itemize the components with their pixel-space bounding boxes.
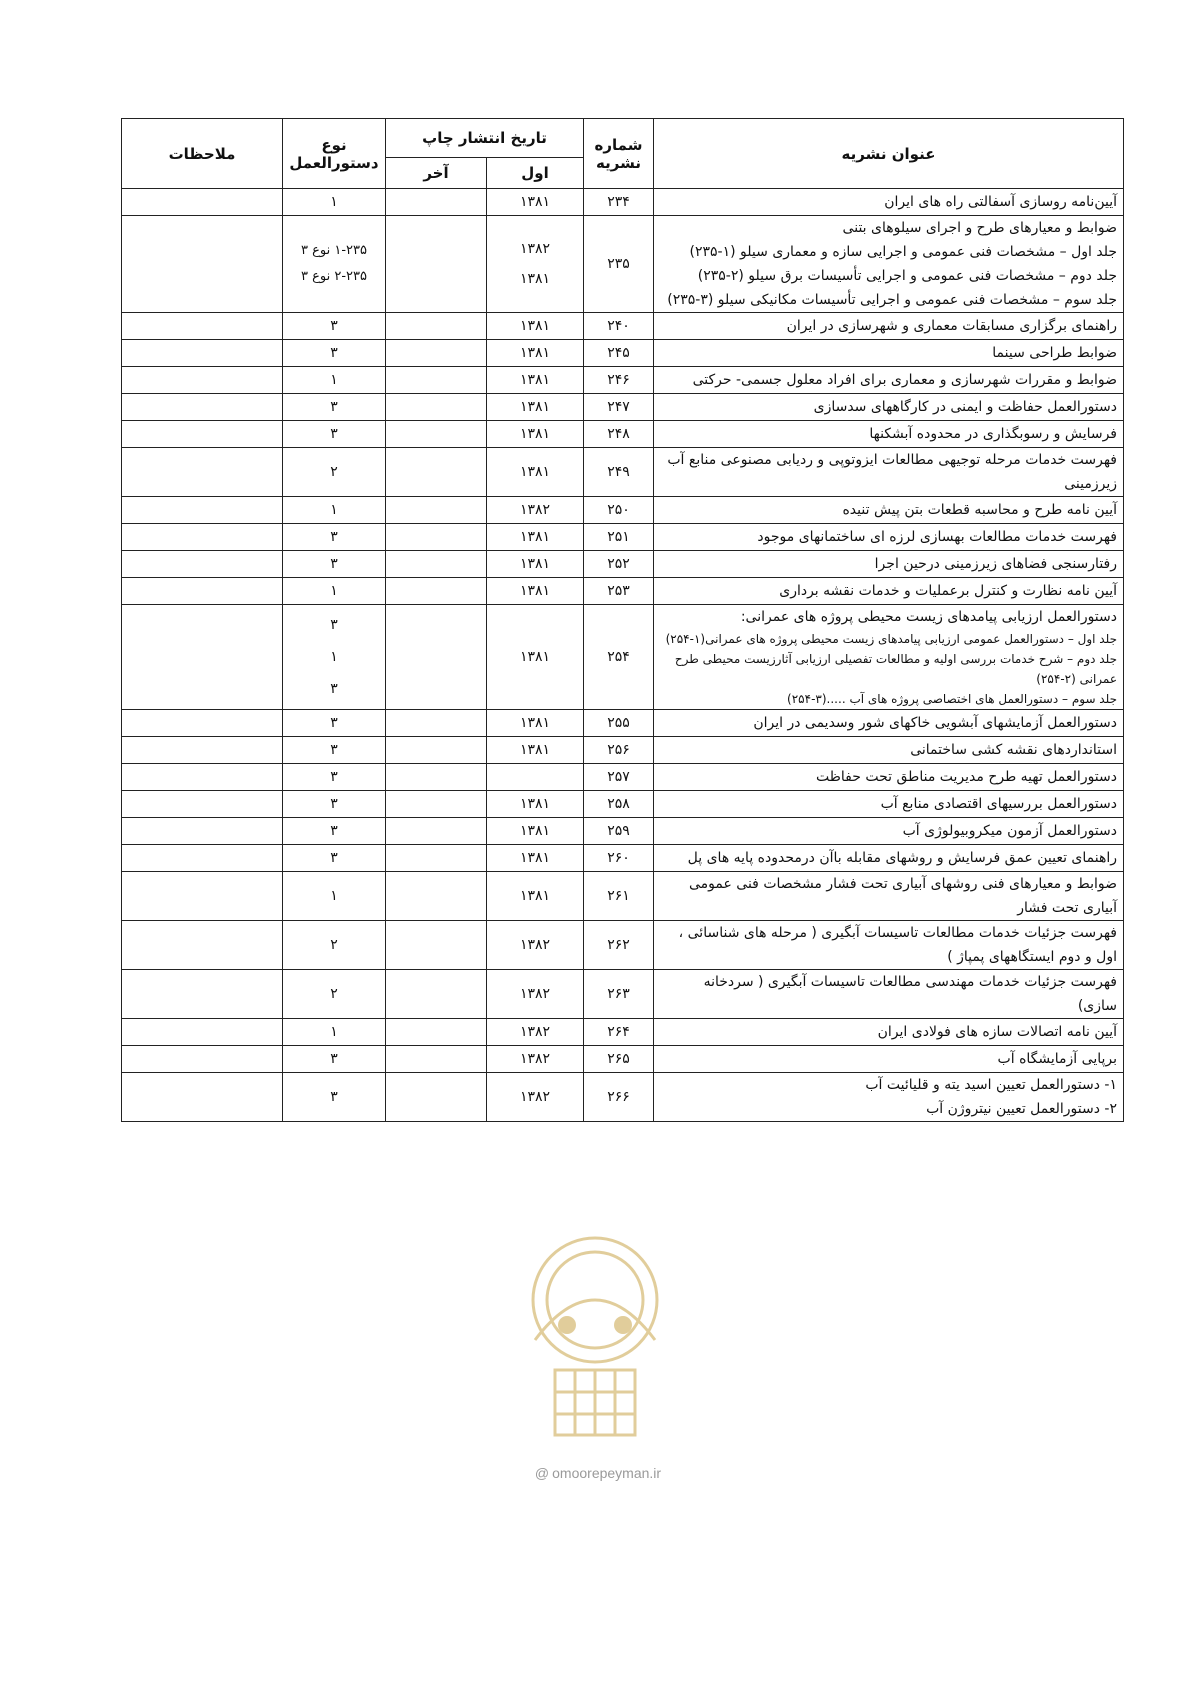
cell-last-print <box>385 394 486 421</box>
cell-first-print <box>487 605 584 710</box>
cell-notes <box>121 605 282 710</box>
table-body <box>121 189 1123 1122</box>
cell-type <box>282 421 385 448</box>
title-line: فهرست خدمات مطالعات بهسازی لرزه ای ساختمانهای موجود <box>757 529 1117 545</box>
cell-title <box>654 448 1124 497</box>
cell-number: ۲۶۰ <box>584 845 654 872</box>
type-value: ۳ <box>330 556 338 572</box>
cell-notes <box>121 367 282 394</box>
cell-title <box>654 737 1124 764</box>
cell-last-print <box>385 340 486 367</box>
cell-last-print <box>385 421 486 448</box>
cell-number: ۲۳۵ <box>584 216 654 313</box>
cell-title <box>654 394 1124 421</box>
cell-number: ۲۵۴ <box>584 605 654 710</box>
table-row <box>121 791 1123 818</box>
cell-type <box>282 340 385 367</box>
cell-notes <box>121 421 282 448</box>
cell-first-print <box>487 791 584 818</box>
cell-title <box>654 605 1124 710</box>
table-row <box>121 764 1123 791</box>
cell-type <box>282 448 385 497</box>
cell-first-print <box>487 216 584 313</box>
title-line: جلد دوم – مشخصات فنی عمومی و اجرایی تأسیسات برق سیلو (۲-۲۳۵) <box>697 268 1117 284</box>
header-date-group: تاریخ انتشار چاپ <box>385 119 583 158</box>
title-line: جلد اول – دستورالعمل عمومی ارزیابی پیامدهای زیست محیطی پروژه های عمرانی(۱-۲۵۴) <box>665 632 1117 646</box>
first-print-year: ۱۳۸۲ <box>519 241 551 257</box>
type-value: ۲ <box>330 464 338 480</box>
title-line: آیین‌نامه روسازی آسفالتی راه های ایران <box>884 194 1117 210</box>
title-line: ۲- دستورالعمل تعیین نیتروژن آب <box>926 1101 1117 1117</box>
title-line: جلد سوم – دستورالعمل های اختصاصی پروژه های آب .....(۳-۲۵۴) <box>787 692 1117 706</box>
cell-number: ۲۴۷ <box>584 394 654 421</box>
title-line: دستورالعمل حفاظت و ایمنی در کارگاههای سدسازی <box>813 399 1117 415</box>
cell-last-print <box>385 524 486 551</box>
table-row <box>121 497 1123 524</box>
cell-number: ۲۵۸ <box>584 791 654 818</box>
cell-title <box>654 845 1124 872</box>
first-print-year: ۱۳۸۲ <box>519 986 551 1002</box>
header-type <box>282 119 385 189</box>
cell-first-print <box>487 448 584 497</box>
publications-sheet <box>122 118 1124 1122</box>
title-line: فرسایش و رسوبگذاری در محدوده آبشکنها <box>869 426 1117 442</box>
cell-notes <box>121 340 282 367</box>
cell-notes <box>121 216 282 313</box>
cell-type <box>282 818 385 845</box>
cell-title <box>654 921 1124 970</box>
cell-number: ۲۶۳ <box>584 970 654 1019</box>
cell-notes <box>121 921 282 970</box>
table-row <box>121 970 1123 1019</box>
cell-number: ۲۴۹ <box>584 448 654 497</box>
type-value: ۳ <box>330 681 338 697</box>
cell-number: ۲۴۵ <box>584 340 654 367</box>
cell-first-print <box>487 1073 584 1122</box>
first-print-year: ۱۳۸۲ <box>519 1089 551 1105</box>
first-print-year: ۱۳۸۱ <box>519 742 551 758</box>
first-print-year: ۱۳۸۱ <box>519 271 551 287</box>
header-type-line2: دستورالعمل <box>289 153 379 172</box>
cell-notes <box>121 764 282 791</box>
table-row <box>121 578 1123 605</box>
cell-notes <box>121 737 282 764</box>
header-last-print: آخر <box>385 158 486 189</box>
cell-type <box>282 710 385 737</box>
cell-first-print <box>487 421 584 448</box>
cell-number: ۲۴۶ <box>584 367 654 394</box>
table-row <box>121 421 1123 448</box>
title-line: آیین نامه نظارت و کنترل برعملیات و خدمات نقشه برداری <box>779 583 1117 599</box>
table-row <box>121 524 1123 551</box>
first-print-year: ۱۳۸۱ <box>519 583 551 599</box>
table-row <box>121 1073 1123 1122</box>
header-notes: ملاحظات <box>121 119 282 189</box>
cell-title <box>654 970 1124 1019</box>
cell-title <box>654 872 1124 921</box>
cell-last-print <box>385 578 486 605</box>
cell-type <box>282 737 385 764</box>
header-number-line2: نشریه <box>596 153 641 172</box>
cell-number: ۲۵۶ <box>584 737 654 764</box>
cell-first-print <box>487 1019 584 1046</box>
cell-first-print <box>487 737 584 764</box>
first-print-year: ۱۳۸۱ <box>519 888 551 904</box>
cell-notes <box>121 818 282 845</box>
watermark-website: @ omoorepeyman.ir <box>534 1465 662 1481</box>
cell-type <box>282 921 385 970</box>
cell-number: ۲۵۲ <box>584 551 654 578</box>
cell-number: ۲۴۰ <box>584 313 654 340</box>
table-row <box>121 216 1123 313</box>
title-line: جلد اول – مشخصات فنی عمومی و اجرایی سازه و معماری سیلو (۱-۲۳۵) <box>689 244 1117 260</box>
cell-notes <box>121 970 282 1019</box>
type-value: ۲-۲۳۵ نوع ۳ <box>301 269 367 284</box>
cell-type <box>282 524 385 551</box>
cell-number: ۲۶۵ <box>584 1046 654 1073</box>
cell-notes <box>121 1073 282 1122</box>
type-value: ۳ <box>330 850 338 866</box>
cell-last-print <box>385 872 486 921</box>
cell-title <box>654 313 1124 340</box>
cell-title <box>654 524 1124 551</box>
title-line: راهنمای برگزاری مسابقات معماری و شهرسازی در ایران <box>786 318 1117 334</box>
cell-last-print <box>385 367 486 394</box>
cell-number: ۲۵۳ <box>584 578 654 605</box>
table-row <box>121 1046 1123 1073</box>
cell-number: ۲۶۴ <box>584 1019 654 1046</box>
type-value: ۳ <box>330 769 338 785</box>
table-row <box>121 921 1123 970</box>
cell-first-print <box>487 764 584 791</box>
cell-first-print <box>487 710 584 737</box>
table-row <box>121 394 1123 421</box>
cell-last-print <box>385 313 486 340</box>
publications-table <box>121 118 1124 1122</box>
table-row <box>121 872 1123 921</box>
title-line: استانداردهای نقشه کشی ساختمانی <box>910 742 1117 758</box>
title-line: ۱- دستورالعمل تعیین اسید یته و قلیائیت آب <box>865 1077 1117 1093</box>
cell-notes <box>121 710 282 737</box>
cell-number: ۲۳۴ <box>584 189 654 216</box>
cell-first-print <box>487 818 584 845</box>
type-value: ۲ <box>330 937 338 953</box>
title-line: برپایی آزمایشگاه آب <box>997 1051 1117 1067</box>
title-line: رفتارسنجی فضاهای زیرزمینی درحین اجرا <box>874 556 1117 572</box>
first-print-year: ۱۳۸۱ <box>519 850 551 866</box>
type-value: ۳ <box>330 1089 338 1105</box>
cell-title <box>654 421 1124 448</box>
watermark-logo <box>505 1220 685 1450</box>
type-value: ۳ <box>330 426 338 442</box>
cell-last-print <box>385 1046 486 1073</box>
title-line: آیین نامه طرح و محاسبه قطعات بتن پیش تنیده <box>842 502 1117 518</box>
cell-notes <box>121 578 282 605</box>
first-print-year: ۱۳۸۱ <box>519 194 551 210</box>
table-row <box>121 605 1123 710</box>
cell-number: ۲۶۱ <box>584 872 654 921</box>
cell-last-print <box>385 1019 486 1046</box>
cell-title <box>654 1046 1124 1073</box>
cell-first-print <box>487 524 584 551</box>
cell-notes <box>121 313 282 340</box>
table-row <box>121 367 1123 394</box>
cell-first-print <box>487 497 584 524</box>
header-number <box>584 119 654 189</box>
first-print-year: ۱۳۸۱ <box>519 372 551 388</box>
first-print-year: ۱۳۸۲ <box>519 502 551 518</box>
cell-notes <box>121 872 282 921</box>
cell-type <box>282 845 385 872</box>
table-row <box>121 737 1123 764</box>
type-value: ۳ <box>330 742 338 758</box>
cell-title <box>654 497 1124 524</box>
cell-first-print <box>487 551 584 578</box>
type-value: ۳ <box>330 345 338 361</box>
cell-title <box>654 1073 1124 1122</box>
title-line: دستورالعمل آزمایشهای آبشویی خاکهای شور وسدیمی در ایران <box>753 715 1117 731</box>
cell-last-print <box>385 1073 486 1122</box>
cell-last-print <box>385 921 486 970</box>
table-row <box>121 818 1123 845</box>
title-line: آیین نامه اتصالات سازه های فولادی ایران <box>877 1024 1117 1040</box>
type-value: ۱ <box>330 888 338 904</box>
cell-title <box>654 189 1124 216</box>
cell-first-print <box>487 340 584 367</box>
type-value: ۲ <box>330 986 338 1002</box>
type-value: ۱ <box>330 649 338 665</box>
type-value: ۱ <box>330 502 338 518</box>
table-row <box>121 710 1123 737</box>
table-row <box>121 340 1123 367</box>
cell-type <box>282 791 385 818</box>
cell-number: ۲۵۱ <box>584 524 654 551</box>
cell-first-print <box>487 921 584 970</box>
title-line: فهرست خدمات مرحله توجیهی مطالعات ایزوتوپی و ردیابی مصنوعی منابع آب زیرزمینی <box>667 452 1117 492</box>
cell-last-print <box>385 710 486 737</box>
type-value: ۱ <box>330 194 338 210</box>
title-line: ضوابط و مقررات شهرسازی و معماری برای افراد معلول جسمی- حرکتی <box>692 372 1117 388</box>
cell-last-print <box>385 791 486 818</box>
header-first-print: اول <box>487 158 584 189</box>
cell-notes <box>121 1046 282 1073</box>
header-number-line1: شماره <box>594 135 643 154</box>
cell-type <box>282 313 385 340</box>
cell-notes <box>121 448 282 497</box>
first-print-year: ۱۳۸۱ <box>519 823 551 839</box>
cell-type <box>282 1019 385 1046</box>
cell-last-print <box>385 216 486 313</box>
cell-notes <box>121 394 282 421</box>
table-row <box>121 1019 1123 1046</box>
type-value: ۳ <box>330 823 338 839</box>
table-row <box>121 845 1123 872</box>
first-print-year: ۱۳۸۲ <box>519 1051 551 1067</box>
title-line: جلد سوم – مشخصات فنی عمومی و اجرایی تأسیسات مکانیکی سیلو (۳-۲۳۵) <box>667 292 1117 308</box>
title-line: فهرست جزئیات خدمات مهندسی مطالعات تاسیسات آبگیری ( سردخانه سازی) <box>703 974 1117 1014</box>
cell-number: ۲۵۹ <box>584 818 654 845</box>
cell-notes <box>121 189 282 216</box>
cell-type <box>282 764 385 791</box>
header-title: عنوان نشریه <box>654 119 1124 189</box>
first-print-year: ۱۳۸۱ <box>519 464 551 480</box>
cell-type <box>282 551 385 578</box>
first-print-year: ۱۳۸۱ <box>519 399 551 415</box>
cell-last-print <box>385 737 486 764</box>
type-value: ۳ <box>330 796 338 812</box>
table-row <box>121 551 1123 578</box>
type-value: ۳ <box>330 318 338 334</box>
cell-type <box>282 1046 385 1073</box>
cell-number: ۲۵۰ <box>584 497 654 524</box>
type-value: ۳ <box>330 617 338 633</box>
table-row <box>121 189 1123 216</box>
title-line: دستورالعمل ارزیابی پیامدهای زیست محیطی پروژه های عمرانی: <box>740 609 1117 625</box>
title-line: ضوابط و معیارهای فنی روشهای آبیاری تحت فشار مشخصات فنی عمومی آبیاری تحت فشار <box>688 876 1117 916</box>
type-value: ۳ <box>330 399 338 415</box>
cell-first-print <box>487 970 584 1019</box>
title-line: فهرست جزئیات خدمات مطالعات تاسیسات آبگیری ( مرحله های شناسائی ، اول و دوم ایستگاههای پمپاژ ) <box>678 925 1117 965</box>
cell-title <box>654 340 1124 367</box>
cell-notes <box>121 845 282 872</box>
cell-title <box>654 578 1124 605</box>
cell-number: ۲۶۲ <box>584 921 654 970</box>
first-print-year: ۱۳۸۱ <box>519 715 551 731</box>
cell-last-print <box>385 448 486 497</box>
first-print-year: ۱۳۸۱ <box>519 529 551 545</box>
cell-notes <box>121 497 282 524</box>
cell-first-print <box>487 394 584 421</box>
first-print-year: ۱۳۸۲ <box>519 1024 551 1040</box>
cell-number: ۲۵۵ <box>584 710 654 737</box>
cell-type <box>282 605 385 710</box>
cell-first-print <box>487 313 584 340</box>
type-value: ۳ <box>330 715 338 731</box>
cell-last-print <box>385 497 486 524</box>
title-line: راهنمای تعیین عمق فرسایش و روشهای مقابله باآن درمحدوده پایه های پل <box>687 850 1117 866</box>
type-value: ۱ <box>330 372 338 388</box>
cell-last-print <box>385 970 486 1019</box>
title-line: ضوابط طراحی سینما <box>992 345 1117 361</box>
title-line: دستورالعمل آزمون میکروبیولوژی آب <box>902 823 1117 839</box>
cell-first-print <box>487 872 584 921</box>
table-row <box>121 313 1123 340</box>
cell-type <box>282 1073 385 1122</box>
cell-type <box>282 970 385 1019</box>
title-line: دستورالعمل تهیه طرح مدیریت مناطق تحت حفاظت <box>816 769 1117 785</box>
table-row <box>121 448 1123 497</box>
cell-first-print <box>487 189 584 216</box>
cell-title <box>654 367 1124 394</box>
title-line: جلد دوم – شرح خدمات بررسی اولیه و مطالعات تفصیلی ارزیابی آثارزیست محیطی طرح عمرانی (۲-۲۵۴) <box>674 652 1117 686</box>
type-value: ۱ <box>330 1024 338 1040</box>
cell-last-print <box>385 818 486 845</box>
cell-title <box>654 791 1124 818</box>
cell-last-print <box>385 764 486 791</box>
cell-number: ۲۵۷ <box>584 764 654 791</box>
cell-type <box>282 497 385 524</box>
first-print-year: ۱۳۸۱ <box>519 796 551 812</box>
cell-last-print <box>385 845 486 872</box>
cell-type <box>282 216 385 313</box>
cell-type <box>282 872 385 921</box>
cell-number: ۲۴۸ <box>584 421 654 448</box>
cell-last-print <box>385 605 486 710</box>
cell-last-print <box>385 551 486 578</box>
cell-type <box>282 578 385 605</box>
first-print-year: ۱۳۸۱ <box>519 649 551 665</box>
cell-last-print <box>385 189 486 216</box>
cell-title <box>654 551 1124 578</box>
first-print-year: ۱۳۸۱ <box>519 345 551 361</box>
title-line: ضوابط و معیارهای طرح و اجرای سیلوهای بتنی <box>842 220 1117 236</box>
cell-first-print <box>487 578 584 605</box>
cell-title <box>654 216 1124 313</box>
cell-title <box>654 1019 1124 1046</box>
cell-first-print <box>487 1046 584 1073</box>
first-print-year: ۱۳۸۱ <box>519 426 551 442</box>
type-value: ۳ <box>330 529 338 545</box>
type-value: ۳ <box>330 1051 338 1067</box>
cell-type <box>282 367 385 394</box>
title-line: دستورالعمل بررسیهای اقتصادی منابع آب <box>880 796 1117 812</box>
cell-notes <box>121 791 282 818</box>
cell-title <box>654 764 1124 791</box>
first-print-year: ۱۳۸۱ <box>519 318 551 334</box>
first-print-year: ۱۳۸۱ <box>519 556 551 572</box>
first-print-year: ۱۳۸۲ <box>519 937 551 953</box>
type-value: ۱-۲۳۵ نوع ۳ <box>301 243 367 258</box>
cell-first-print <box>487 845 584 872</box>
cell-type <box>282 394 385 421</box>
cell-notes <box>121 1019 282 1046</box>
cell-notes <box>121 524 282 551</box>
cell-title <box>654 710 1124 737</box>
cell-title <box>654 818 1124 845</box>
cell-notes <box>121 551 282 578</box>
cell-first-print <box>487 367 584 394</box>
header-type-line1: نوع <box>321 135 347 154</box>
cell-number: ۲۶۶ <box>584 1073 654 1122</box>
cell-type <box>282 189 385 216</box>
type-value: ۱ <box>330 583 338 599</box>
